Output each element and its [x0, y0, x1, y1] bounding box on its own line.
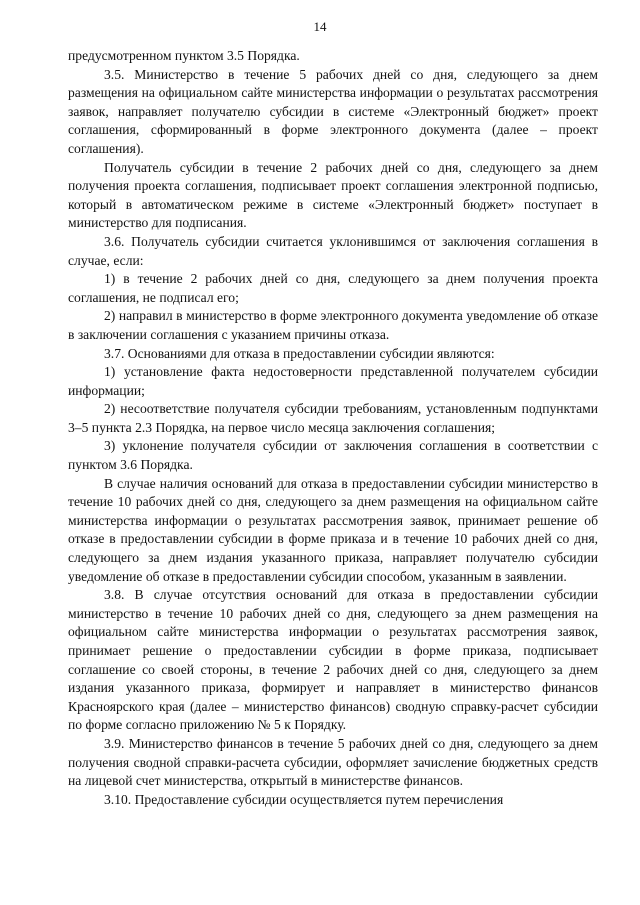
paragraph-3-6-item-1: 1) в течение 2 рабочих дней со дня, следующего за днем получения проекта соглашения, не подписал его;: [68, 271, 598, 305]
document-body: [68, 47, 598, 809]
paragraph-3-5: 3.5. Министерство в течение 5 рабочих дней со дня, следующего за днем размещения на официальном сайте министерства информации о результатах рассмотрения заявок, направляет получателю субсидии в системе «Электронный бюджет» проект соглашения, сформированный в форме электронного документа (далее – проект соглашения).: [68, 66, 598, 156]
paragraph-3-6-item-2: 2) направил в министерство в форме электронного документа уведомление об отказе в заключении соглашения с указанием причины отказа.: [68, 308, 598, 342]
paragraph-3-7: 3.7. Основаниями для отказа в предоставлении субсидии являются:: [104, 345, 495, 361]
paragraph-3-6: 3.6. Получатель субсидии считается уклонившимся от заключения соглашения в случае, если:: [68, 233, 598, 268]
paragraph-refusal-case: В случае наличия оснований для отказа в предоставлении субсидии министерство в течение 10 рабочих дней со дня, следующего за днем размещения на официальном сайте министерства информации о результатах рассмотрения заявок, принимает решение об отказе в предоставлении субсидии в форме приказа и в течение 10 рабочих дней со дня, следующего за днем издания указанного приказа, направляет получателю субсидии уведомление об отказе в предоставлении субсидии способом, указанным в заявлении.: [68, 475, 598, 584]
paragraph-3-9: 3.9. Министерство финансов в течение 5 рабочих дней со дня, следующего за днем получения сводной справки-расчета субсидии, оформляет зачисление бюджетных средств на лицевой счет министерства, открытый в министерстве финансов.: [68, 735, 598, 789]
paragraph-3-8: 3.8. В случае отсутствия оснований для отказа в предоставлении субсидии министерство в течение 10 рабочих дней со дня, следующего за днем размещения на официальном сайте министерства информации о результатах рассмотрения заявок, принимает решение о предоставлении субсидии в форме приказа, подписывает соглашение со своей стороны, в течение 2 рабочих дней со дня, следующего за днем издания указанного приказа, формирует и направляет в министерство финансов Красноярского края (далее – министерство финансов) сводную справку-расчет субсидии по форме согласно приложению № 5 к Порядку.: [68, 587, 598, 733]
paragraph-3-7-item-1: 1) установление факта недостоверности представленной получателем субсидии информации;: [68, 364, 598, 398]
paragraph-3-10: 3.10. Предоставление субсидии осуществляется путем перечисления: [104, 791, 504, 807]
paragraph-3-7-item-3: 3) уклонение получателя субсидии от заключения соглашения в соответствии с пунктом 3.6 Порядка.: [68, 438, 598, 473]
paragraph-continuation: предусмотренном пунктом 3.5 Порядка.: [68, 48, 300, 63]
paragraph-3-7-item-2: 2) несоответствие получателя субсидии требованиям, установленным подпунктами 3–5 пункта 2.3 Порядка, на первое число месяца заключения соглашения;: [68, 401, 598, 435]
page-number: 14: [313, 19, 327, 34]
paragraph-recipient-signing: Получатель субсидии в течение 2 рабочих дней со дня, следующего за днем получения проекта соглашения, подписывает проект соглашения электронной подписью, который в автоматическом режиме в системе «Электронный бюджет» поступает в министерство для подписания.: [68, 159, 598, 231]
